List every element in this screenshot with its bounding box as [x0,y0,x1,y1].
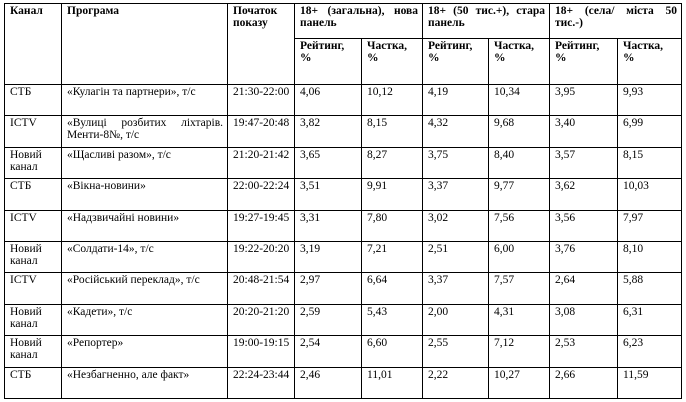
cell-rating-1: 2,59 [295,304,362,335]
cell-share-2: 4,31 [489,304,550,335]
cell-time: 21:30-22:00 [228,85,295,116]
cell-channel: Новий канал [5,241,62,272]
cell-rating-2: 3,37 [423,179,489,210]
cell-channel: Новий канал [5,147,62,178]
cell-share-3: 7,97 [618,210,682,241]
cell-rating-2: 4,19 [423,85,489,116]
cell-rating-1: 3,82 [295,116,362,147]
cell-share-1: 7,21 [362,241,423,272]
cell-share-1: 6,60 [362,336,423,367]
cell-share-1: 7,80 [362,210,423,241]
cell-share-2: 8,40 [489,147,550,178]
cell-rating-1: 3,19 [295,241,362,272]
cell-share-2: 7,57 [489,273,550,304]
cell-share-2: 9,77 [489,179,550,210]
cell-channel: ICTV [5,116,62,147]
header-group-villages: 18+ (села/ міста 50 тис.-) [550,4,682,39]
cell-share-3: 11,59 [618,367,682,398]
subheader-share: Частка, % [618,39,682,85]
cell-share-3: 6,31 [618,304,682,335]
header-row [5,4,682,39]
cell-share-1: 8,15 [362,116,423,147]
cell-channel: Новий канал [5,304,62,335]
table-row [5,147,682,178]
cell-time: 20:20-21:20 [228,304,295,335]
table-row [5,85,682,116]
cell-rating-1: 3,51 [295,179,362,210]
cell-rating-3: 3,56 [550,210,618,241]
cell-program: «Кулагін та партнери», т/с [62,85,228,116]
table-row [5,273,682,304]
cell-program: «Вулиці розбитих ліхтарів. Менти-8№, т/с [62,116,228,147]
cell-rating-2: 2,55 [423,336,489,367]
cell-rating-2: 4,32 [423,116,489,147]
table-row [5,179,682,210]
cell-rating-2: 3,37 [423,273,489,304]
cell-program: «Щасливі разом», т/с [62,147,228,178]
cell-rating-3: 2,53 [550,336,618,367]
table-row [5,116,682,147]
cell-channel: ICTV [5,210,62,241]
cell-channel: СТБ [5,367,62,398]
cell-share-2: 9,68 [489,116,550,147]
cell-time: 20:48-21:54 [228,273,295,304]
cell-program: «Російський переклад», т/с [62,273,228,304]
cell-time: 19:22-20:20 [228,241,295,272]
cell-share-3: 6,99 [618,116,682,147]
cell-share-1: 9,91 [362,179,423,210]
cell-rating-3: 3,62 [550,179,618,210]
cell-rating-2: 2,00 [423,304,489,335]
subheader-rating: Рейтинг, % [423,39,489,85]
cell-rating-2: 3,75 [423,147,489,178]
cell-share-1: 5,43 [362,304,423,335]
table-row [5,336,682,367]
cell-share-2: 7,12 [489,336,550,367]
subheader-rating: Рейтинг, % [295,39,362,85]
cell-rating-2: 3,02 [423,210,489,241]
cell-time: 21:20-21:42 [228,147,295,178]
subheader-share: Частка, % [489,39,550,85]
cell-share-2: 7,56 [489,210,550,241]
cell-share-2: 10,27 [489,367,550,398]
cell-rating-2: 2,22 [423,367,489,398]
cell-share-1: 11,01 [362,367,423,398]
cell-rating-3: 3,95 [550,85,618,116]
cell-time: 19:47-20:48 [228,116,295,147]
cell-share-3: 5,88 [618,273,682,304]
table-row [5,241,682,272]
cell-rating-1: 4,06 [295,85,362,116]
cell-rating-1: 3,65 [295,147,362,178]
cell-rating-1: 2,54 [295,336,362,367]
table-row [5,304,682,335]
cell-share-2: 10,34 [489,85,550,116]
cell-rating-1: 2,97 [295,273,362,304]
cell-channel: СТБ [5,85,62,116]
subheader-share: Частка, % [362,39,423,85]
cell-share-3: 9,93 [618,85,682,116]
cell-time: 19:00-19:15 [228,336,295,367]
header-group-new-panel: 18+ (загальна), нова панель [295,4,423,39]
cell-share-3: 8,15 [618,147,682,178]
header-program: Програма [62,4,228,85]
header-group-old-panel: 18+ (50 тис.+), стара панель [423,4,550,39]
cell-share-3: 10,03 [618,179,682,210]
cell-share-1: 8,27 [362,147,423,178]
cell-time: 22:00-22:24 [228,179,295,210]
table-row [5,367,682,398]
cell-program: «Кадети», т/с [62,304,228,335]
subheader-rating: Рейтинг, % [550,39,618,85]
cell-rating-3: 2,64 [550,273,618,304]
cell-rating-3: 2,66 [550,367,618,398]
cell-share-1: 10,12 [362,85,423,116]
cell-time: 22:24-23:44 [228,367,295,398]
cell-program: «Солдати-14», т/с [62,241,228,272]
cell-share-1: 6,64 [362,273,423,304]
header-start-time: Початок показу [228,4,295,85]
header-channel: Канал [5,4,62,85]
cell-program: «Надзвичайні новини» [62,210,228,241]
cell-share-2: 6,00 [489,241,550,272]
cell-program: «Репортер» [62,336,228,367]
cell-rating-2: 2,51 [423,241,489,272]
cell-program: «Вікна-новини» [62,179,228,210]
cell-rating-1: 2,46 [295,367,362,398]
cell-rating-3: 3,08 [550,304,618,335]
cell-channel: СТБ [5,179,62,210]
cell-channel: Новий канал [5,336,62,367]
cell-channel: ICTV [5,273,62,304]
table-row [5,210,682,241]
cell-rating-3: 3,76 [550,241,618,272]
cell-rating-3: 3,57 [550,147,618,178]
cell-rating-3: 3,40 [550,116,618,147]
cell-time: 19:27-19:45 [228,210,295,241]
cell-rating-1: 3,31 [295,210,362,241]
cell-program: «Незбагненно, але факт» [62,367,228,398]
cell-share-3: 8,10 [618,241,682,272]
ratings-table [4,3,682,399]
cell-share-3: 6,23 [618,336,682,367]
